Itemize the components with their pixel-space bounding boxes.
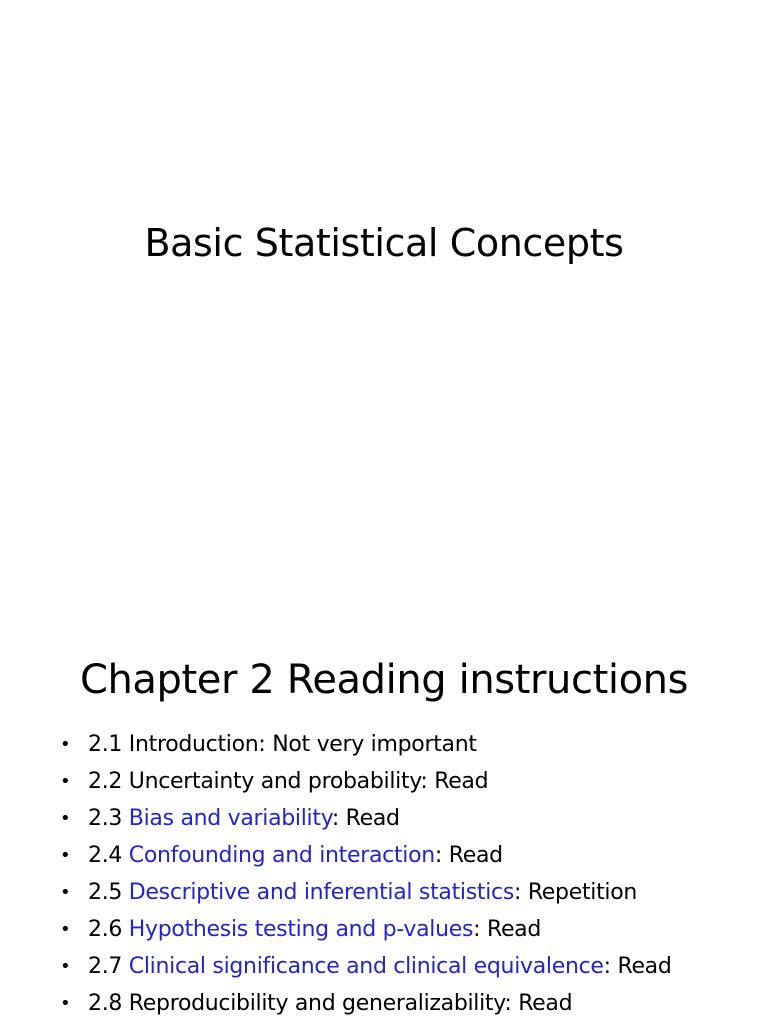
list-item: • 2.2 Uncertainty and probability: Read xyxy=(60,763,672,800)
reading-instruction: Read xyxy=(518,991,573,1016)
section-number: 2.6 xyxy=(88,917,123,942)
section-number: 2.3 xyxy=(88,806,123,831)
bullet-icon: • xyxy=(60,845,71,866)
bullet-icon: • xyxy=(60,956,71,977)
topic-text: Introduction xyxy=(128,732,259,757)
slide-reading-instructions xyxy=(0,600,768,1024)
topic-link[interactable]: Hypothesis testing and p-values xyxy=(128,917,474,942)
section-number: 2.7 xyxy=(88,954,123,979)
bullet-icon: • xyxy=(60,919,71,940)
section-number: 2.8 xyxy=(88,991,123,1016)
chapter-title: Chapter 2 Reading instructions xyxy=(79,657,689,703)
reading-instruction: Read xyxy=(617,954,672,979)
bullet-icon: • xyxy=(60,808,71,829)
topic-link[interactable]: Descriptive and inferential statistics xyxy=(128,880,514,905)
topic-text: Reproducibility and generalizability xyxy=(128,991,505,1016)
reading-instruction: Read xyxy=(434,769,489,794)
topic-link[interactable]: Clinical significance and clinical equivalence xyxy=(128,954,604,979)
bullet-icon: • xyxy=(60,771,71,792)
section-number: 2.4 xyxy=(88,843,123,868)
bullet-icon: • xyxy=(60,993,71,1014)
bullet-icon: • xyxy=(60,734,71,755)
reading-instruction: Not very important xyxy=(272,732,477,757)
list-item: • 2.3 Bias and variability: Read xyxy=(60,800,672,837)
topic-link[interactable]: Confounding and interaction xyxy=(128,843,435,868)
list-item: • 2.5 Descriptive and inferential statistics: Repetition xyxy=(60,874,672,911)
reading-instruction: Read xyxy=(486,917,542,942)
list-item: • 2.4 Confounding and interaction: Read xyxy=(60,837,672,874)
reading-instruction: Repetition xyxy=(527,880,638,905)
bullet-icon: • xyxy=(60,882,71,903)
list-item: • 2.6 Hypothesis testing and p-values: Read xyxy=(60,911,672,948)
list-item: • 2.8 Reproducibility and generalizability: Read xyxy=(60,985,672,1022)
list-item: • 2.7 Clinical significance and clinical equivalence: Read xyxy=(60,948,672,985)
reading-instruction: Read xyxy=(345,806,400,831)
section-number: 2.1 xyxy=(88,732,123,757)
reading-instruction: Read xyxy=(448,843,503,868)
topic-link[interactable]: Bias and variability xyxy=(128,806,332,831)
section-number: 2.2 xyxy=(88,769,123,794)
reading-list xyxy=(60,726,672,1022)
topic-text: Uncertainty and probability xyxy=(128,769,421,794)
presentation-title: Basic Statistical Concepts xyxy=(144,221,624,265)
list-item: • 2.1 Introduction: Not very important xyxy=(60,726,672,763)
section-number: 2.5 xyxy=(88,880,123,905)
